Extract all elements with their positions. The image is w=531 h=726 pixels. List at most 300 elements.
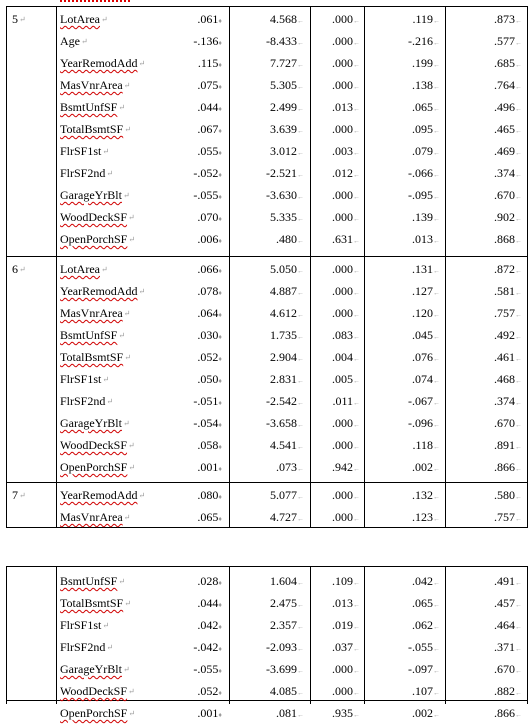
cell-end-mark: ←: [297, 579, 304, 587]
cell-end-mark: ←: [297, 17, 304, 25]
tolerance-cell-text: .873: [494, 12, 515, 26]
cell-end-mark: ←: [515, 17, 522, 25]
significance-cell-text: .013: [332, 596, 353, 610]
beta-cell: [152, 346, 222, 368]
beta-cell: [152, 324, 222, 346]
beta-cell: [152, 592, 222, 614]
tolerance-cell: [452, 302, 522, 324]
cell-end-mark: ←: [297, 61, 304, 69]
tolerance-cell-text: .872: [494, 262, 515, 276]
partial-correlation-cell-text: .074: [412, 372, 433, 386]
significance-cell: [290, 302, 360, 324]
cell-end-mark: ←: [433, 311, 440, 319]
beta-cell-text: .030: [197, 328, 219, 342]
significance-cell: [290, 570, 360, 592]
t-value-cell-text: -2.521: [266, 166, 297, 180]
significance-cell-text: .037: [332, 640, 353, 654]
beta-cell: [152, 570, 222, 592]
paragraph-mark: ↵: [81, 37, 88, 46]
cell-end-mark: ←: [297, 193, 304, 201]
cell-end-mark: ←: [515, 515, 522, 523]
paragraph-mark: ↵: [106, 169, 114, 178]
partial-correlation-cell: [370, 140, 440, 162]
tolerance-cell-text: .457: [494, 596, 515, 610]
significance-cell-text: .012: [332, 166, 353, 180]
cell-end-mark: ←: [297, 667, 304, 675]
tolerance-cell-text: .757: [494, 306, 515, 320]
partial-correlation-cell-text: .045: [412, 328, 433, 342]
cell-end-mark: ←: [515, 689, 522, 697]
cell-end-mark: ←: [353, 127, 360, 135]
cell-end-mark: ←: [433, 149, 440, 157]
column-rule: [6, 566, 7, 704]
significance-cell: [290, 702, 360, 724]
partial-correlation-cell-text: .062: [412, 618, 433, 632]
partial-correlation-cell: [370, 118, 440, 140]
cell-end-mark: ♦: [218, 623, 222, 631]
paragraph-mark: ↵: [123, 81, 131, 90]
t-value-cell-text: 4.541: [270, 438, 297, 452]
tolerance-cell-text: .464: [494, 618, 515, 632]
tolerance-cell: [452, 570, 522, 592]
tolerance-cell-text: .577: [494, 34, 515, 48]
t-value-cell-text: .073: [276, 460, 297, 474]
cell-end-mark: ♦: [218, 333, 222, 341]
cell-end-mark: ←: [433, 623, 440, 631]
partial-correlation-cell: [370, 390, 440, 412]
partial-correlation-cell: [370, 96, 440, 118]
t-value-cell-text: 2.475: [270, 596, 297, 610]
tolerance-cell: [452, 118, 522, 140]
cell-end-mark: ←: [515, 267, 522, 275]
significance-cell: [290, 184, 360, 206]
cell-end-mark: ←: [297, 289, 304, 297]
variable-name: [60, 592, 131, 614]
cell-end-mark: ←: [433, 193, 440, 201]
partial-correlation-cell-text: .065: [412, 596, 433, 610]
partial-correlation-cell: [370, 680, 440, 702]
cell-end-mark: ←: [515, 289, 522, 297]
cell-end-mark: ←: [433, 421, 440, 429]
t-value-cell-text: 2.499: [270, 100, 297, 114]
beta-cell-text: -.055: [193, 188, 219, 202]
significance-cell-text: .000: [332, 78, 353, 92]
cell-end-mark: ←: [433, 215, 440, 223]
beta-cell: [152, 184, 222, 206]
partial-correlation-cell-text: -.067: [408, 394, 433, 408]
cell-end-mark: ←: [353, 83, 360, 91]
variable-name: [60, 162, 113, 184]
paragraph-mark: ↵: [19, 491, 26, 500]
partial-correlation-cell-text: -.096: [408, 416, 433, 430]
partial-correlation-cell-text: .139: [412, 210, 433, 224]
partial-correlation-cell: [370, 184, 440, 206]
cell-end-mark: ←: [433, 443, 440, 451]
beta-cell-text: .052: [197, 684, 219, 698]
partial-correlation-cell-text: -.095: [408, 188, 433, 202]
cell-end-mark: ←: [433, 377, 440, 385]
t-value-cell-text: -8.433: [266, 34, 297, 48]
variable-name-text: WoodDeckSF: [60, 210, 128, 224]
variable-name: [60, 96, 125, 118]
partial-correlation-cell: [370, 658, 440, 680]
beta-cell: [152, 506, 222, 528]
cell-end-mark: ←: [353, 355, 360, 363]
cell-end-mark: ←: [353, 171, 360, 179]
model-number-text: 5: [12, 12, 18, 26]
variable-name: [60, 258, 108, 280]
cell-end-mark: ←: [297, 215, 304, 223]
beta-cell-text: .044: [197, 596, 219, 610]
column-rule: [527, 6, 528, 528]
beta-cell-text: .058: [197, 438, 219, 452]
variable-name: [60, 184, 130, 206]
cell-end-mark: ←: [515, 399, 522, 407]
partial-correlation-cell: [370, 570, 440, 592]
cell-end-mark: ←: [297, 623, 304, 631]
cell-end-mark: ←: [433, 39, 440, 47]
significance-cell-text: .000: [332, 56, 353, 70]
partial-correlation-cell: [370, 506, 440, 528]
tolerance-cell-text: .465: [494, 122, 515, 136]
beta-cell-text: -.136: [193, 34, 219, 48]
beta-cell: [152, 74, 222, 96]
paragraph-mark: ↵: [19, 265, 26, 274]
beta-cell-text: -.052: [193, 166, 219, 180]
t-value-cell-text: -2.542: [266, 394, 297, 408]
t-value-cell-text: -2.093: [266, 640, 297, 654]
beta-cell-text: .006: [197, 232, 219, 246]
cell-end-mark: ←: [353, 237, 360, 245]
cell-end-mark: ←: [433, 645, 440, 653]
variable-name-text: TotalBsmtSF: [60, 350, 124, 364]
partial-correlation-cell: [370, 614, 440, 636]
cell-end-mark: ←: [515, 465, 522, 473]
partial-correlation-cell: [370, 8, 440, 30]
paragraph-mark: ↵: [100, 265, 108, 274]
partial-correlation-cell: [370, 74, 440, 96]
variable-name-text: GarageYrBlt: [60, 416, 122, 430]
column-rule: [445, 566, 446, 704]
paragraph-mark: ↵: [128, 441, 135, 450]
beta-cell: [152, 206, 222, 228]
paragraph-mark: ↵: [138, 491, 146, 500]
tolerance-cell-text: .764: [494, 78, 515, 92]
cell-end-mark: ←: [353, 399, 360, 407]
paragraph-mark: ↵: [123, 513, 131, 522]
beta-cell: [152, 258, 222, 280]
partial-correlation-cell-text: -.216: [408, 34, 433, 48]
variable-name-text: MasVnrArea: [60, 510, 123, 524]
variable-name: [60, 484, 145, 506]
paragraph-mark: ↵: [128, 213, 135, 222]
tolerance-cell-text: .866: [494, 460, 515, 474]
cell-end-mark: ←: [297, 689, 304, 697]
tolerance-cell-text: .581: [494, 284, 515, 298]
cell-end-mark: ♦: [218, 237, 222, 245]
paragraph-mark: ↵: [138, 59, 146, 68]
beta-cell-text: .078: [197, 284, 219, 298]
tolerance-cell-text: .496: [494, 100, 515, 114]
beta-cell: [152, 412, 222, 434]
cell-end-mark: ←: [433, 465, 440, 473]
cell-end-mark: ←: [353, 443, 360, 451]
table-rule: [6, 566, 528, 567]
column-rule: [445, 6, 446, 528]
partial-correlation-cell: [370, 324, 440, 346]
paragraph-mark: ↵: [118, 103, 126, 112]
tolerance-cell: [452, 506, 522, 528]
cell-end-mark: ←: [515, 623, 522, 631]
significance-cell-text: .000: [332, 12, 353, 26]
partial-correlation-cell-text: .120: [412, 306, 433, 320]
significance-cell-text: .000: [332, 34, 353, 48]
partial-correlation-cell: [370, 206, 440, 228]
significance-cell: [290, 346, 360, 368]
cell-end-mark: ←: [515, 579, 522, 587]
cell-end-mark: ♦: [218, 149, 222, 157]
significance-cell: [290, 434, 360, 456]
beta-cell-text: .070: [197, 210, 219, 224]
tolerance-cell: [452, 324, 522, 346]
significance-cell: [290, 592, 360, 614]
paragraph-mark: ↵: [100, 15, 108, 24]
cell-end-mark: ←: [297, 493, 304, 501]
variable-name-text: GarageYrBlt: [60, 188, 122, 202]
partial-correlation-cell-text: .123: [412, 510, 433, 524]
beta-cell: [152, 280, 222, 302]
t-value-cell-text: 4.887: [270, 284, 297, 298]
significance-cell: [290, 368, 360, 390]
cell-end-mark: ♦: [218, 17, 222, 25]
partial-correlation-cell: [370, 592, 440, 614]
variable-name: [60, 636, 113, 658]
beta-cell-text: .075: [197, 78, 219, 92]
tolerance-cell: [452, 258, 522, 280]
partial-correlation-cell-text: .132: [412, 488, 433, 502]
partial-correlation-cell: [370, 434, 440, 456]
cell-end-mark: ←: [353, 17, 360, 25]
cell-end-mark: ←: [433, 711, 440, 719]
cell-end-mark: ←: [297, 237, 304, 245]
variable-name: [60, 302, 130, 324]
variable-name-text: WoodDeckSF: [60, 684, 128, 698]
beta-cell: [152, 228, 222, 250]
cell-end-mark: ←: [433, 289, 440, 297]
cell-end-mark: ←: [297, 515, 304, 523]
variable-name: [60, 140, 109, 162]
column-rule: [364, 6, 365, 528]
table-rule: [6, 256, 528, 257]
tolerance-cell-text: .461: [494, 350, 515, 364]
beta-cell: [152, 680, 222, 702]
variable-name-text: FlrSF2nd: [60, 166, 106, 180]
variable-name-text: BsmtUnfSF: [60, 328, 118, 342]
tolerance-cell: [452, 658, 522, 680]
column-rule: [56, 6, 57, 528]
tolerance-cell-text: .670: [494, 662, 515, 676]
significance-cell-text: .000: [332, 306, 353, 320]
variable-name-text: LotArea: [60, 262, 100, 276]
paragraph-mark: ↵: [124, 353, 131, 362]
tolerance-cell: [452, 680, 522, 702]
t-value-cell-text: 2.831: [270, 372, 297, 386]
model-number-text: 6: [12, 262, 18, 276]
partial-correlation-cell: [370, 346, 440, 368]
cell-end-mark: ←: [353, 689, 360, 697]
t-value-cell-text: 4.727: [270, 510, 297, 524]
cell-end-mark: ←: [297, 149, 304, 157]
tolerance-cell-text: .685: [494, 56, 515, 70]
cell-end-mark: ←: [433, 17, 440, 25]
beta-cell: [152, 484, 222, 506]
paragraph-mark: ↵: [118, 577, 126, 586]
tolerance-cell: [452, 52, 522, 74]
significance-cell-text: .631: [332, 232, 353, 246]
paragraph-mark: ↵: [19, 15, 26, 24]
tolerance-cell-text: .902: [494, 210, 515, 224]
significance-cell: [290, 506, 360, 528]
cell-end-mark: ←: [353, 267, 360, 275]
cell-end-mark: ♦: [218, 193, 222, 201]
tolerance-cell-text: .468: [494, 372, 515, 386]
cell-end-mark: ♦: [218, 645, 222, 653]
beta-cell: [152, 658, 222, 680]
cell-end-mark: ←: [433, 127, 440, 135]
tolerance-cell: [452, 184, 522, 206]
significance-cell: [290, 8, 360, 30]
cell-end-mark: ♦: [218, 421, 222, 429]
significance-cell: [290, 658, 360, 680]
cell-end-mark: ←: [515, 39, 522, 47]
variable-name: [60, 368, 109, 390]
variable-name: [60, 456, 135, 478]
significance-cell-text: .109: [332, 574, 353, 588]
significance-cell: [290, 30, 360, 52]
significance-cell-text: .000: [332, 416, 353, 430]
paragraph-mark: ↵: [128, 687, 135, 696]
cell-end-mark: ←: [515, 443, 522, 451]
cell-end-mark: ←: [353, 493, 360, 501]
cell-end-mark: ←: [297, 171, 304, 179]
variable-name: [60, 570, 125, 592]
t-value-cell-text: 7.727: [270, 56, 297, 70]
significance-cell-text: .935: [332, 706, 353, 720]
cell-end-mark: ←: [297, 399, 304, 407]
tolerance-cell-text: .866: [494, 706, 515, 720]
partial-correlation-cell: [370, 52, 440, 74]
cell-end-mark: ←: [353, 667, 360, 675]
beta-cell: [152, 30, 222, 52]
cell-end-mark: ♦: [218, 711, 222, 719]
cell-end-mark: ←: [353, 623, 360, 631]
beta-cell-text: .052: [197, 350, 219, 364]
t-value-cell-text: 5.050: [270, 262, 297, 276]
variable-name-text: Age: [60, 34, 80, 48]
tolerance-cell-text: .492: [494, 328, 515, 342]
variable-name: [60, 702, 135, 724]
tolerance-cell: [452, 484, 522, 506]
variable-name: [60, 390, 113, 412]
beta-cell: [152, 614, 222, 636]
beta-cell: [152, 636, 222, 658]
cell-end-mark: ←: [297, 333, 304, 341]
partial-correlation-cell: [370, 228, 440, 250]
partial-correlation-cell-text: .002: [412, 460, 433, 474]
column-rule: [229, 6, 230, 528]
cell-end-mark: ←: [515, 215, 522, 223]
tolerance-cell-text: .374: [494, 394, 515, 408]
beta-cell-text: .065: [197, 510, 219, 524]
variable-name: [60, 206, 135, 228]
tolerance-cell: [452, 702, 522, 724]
cell-end-mark: ←: [515, 311, 522, 319]
model-number: [12, 258, 26, 280]
cell-end-mark: ♦: [218, 127, 222, 135]
beta-cell: [152, 368, 222, 390]
column-rule: [527, 566, 528, 704]
paragraph-mark: ↵: [123, 309, 131, 318]
tolerance-cell-text: .757: [494, 510, 515, 524]
significance-cell: [290, 412, 360, 434]
beta-cell: [152, 390, 222, 412]
significance-cell-text: .000: [332, 684, 353, 698]
beta-cell-text: -.051: [193, 394, 219, 408]
cell-end-mark: ←: [297, 711, 304, 719]
cell-end-mark: ←: [515, 711, 522, 719]
paragraph-mark: ↵: [138, 287, 146, 296]
cell-end-mark: ←: [433, 515, 440, 523]
cell-end-mark: ←: [433, 689, 440, 697]
variable-name-text: FlrSF2nd: [60, 640, 106, 654]
paragraph-mark: ↵: [122, 419, 130, 428]
tolerance-cell-text: .374: [494, 166, 515, 180]
variable-name-text: FlrSF2nd: [60, 394, 106, 408]
variable-name: [60, 228, 135, 250]
t-value-cell-text: .081: [276, 706, 297, 720]
table-rule: [6, 6, 528, 7]
beta-cell-text: .044: [197, 100, 219, 114]
significance-cell-text: .004: [332, 350, 353, 364]
variable-name: [60, 434, 135, 456]
variable-name: [60, 506, 130, 528]
significance-cell: [290, 280, 360, 302]
variable-name-text: OpenPorchSF: [60, 232, 128, 246]
significance-cell: [290, 614, 360, 636]
cell-end-mark: ←: [433, 601, 440, 609]
tolerance-cell: [452, 614, 522, 636]
significance-cell: [290, 228, 360, 250]
beta-cell: [152, 140, 222, 162]
cell-end-mark: ←: [353, 311, 360, 319]
cell-end-mark: ←: [515, 645, 522, 653]
cell-end-mark: ←: [297, 377, 304, 385]
tolerance-cell: [452, 30, 522, 52]
cell-end-mark: ♦: [218, 311, 222, 319]
variable-name-text: BsmtUnfSF: [60, 100, 118, 114]
cell-end-mark: ♦: [218, 601, 222, 609]
significance-cell-text: .005: [332, 372, 353, 386]
cell-end-mark: ←: [433, 667, 440, 675]
cell-end-mark: ♦: [218, 493, 222, 501]
variable-name-text: OpenPorchSF: [60, 706, 128, 720]
variable-name-text: OpenPorchSF: [60, 460, 128, 474]
tolerance-cell: [452, 434, 522, 456]
partial-correlation-cell: [370, 162, 440, 184]
significance-cell: [290, 680, 360, 702]
significance-cell-text: .000: [332, 262, 353, 276]
cell-end-mark: ←: [433, 237, 440, 245]
